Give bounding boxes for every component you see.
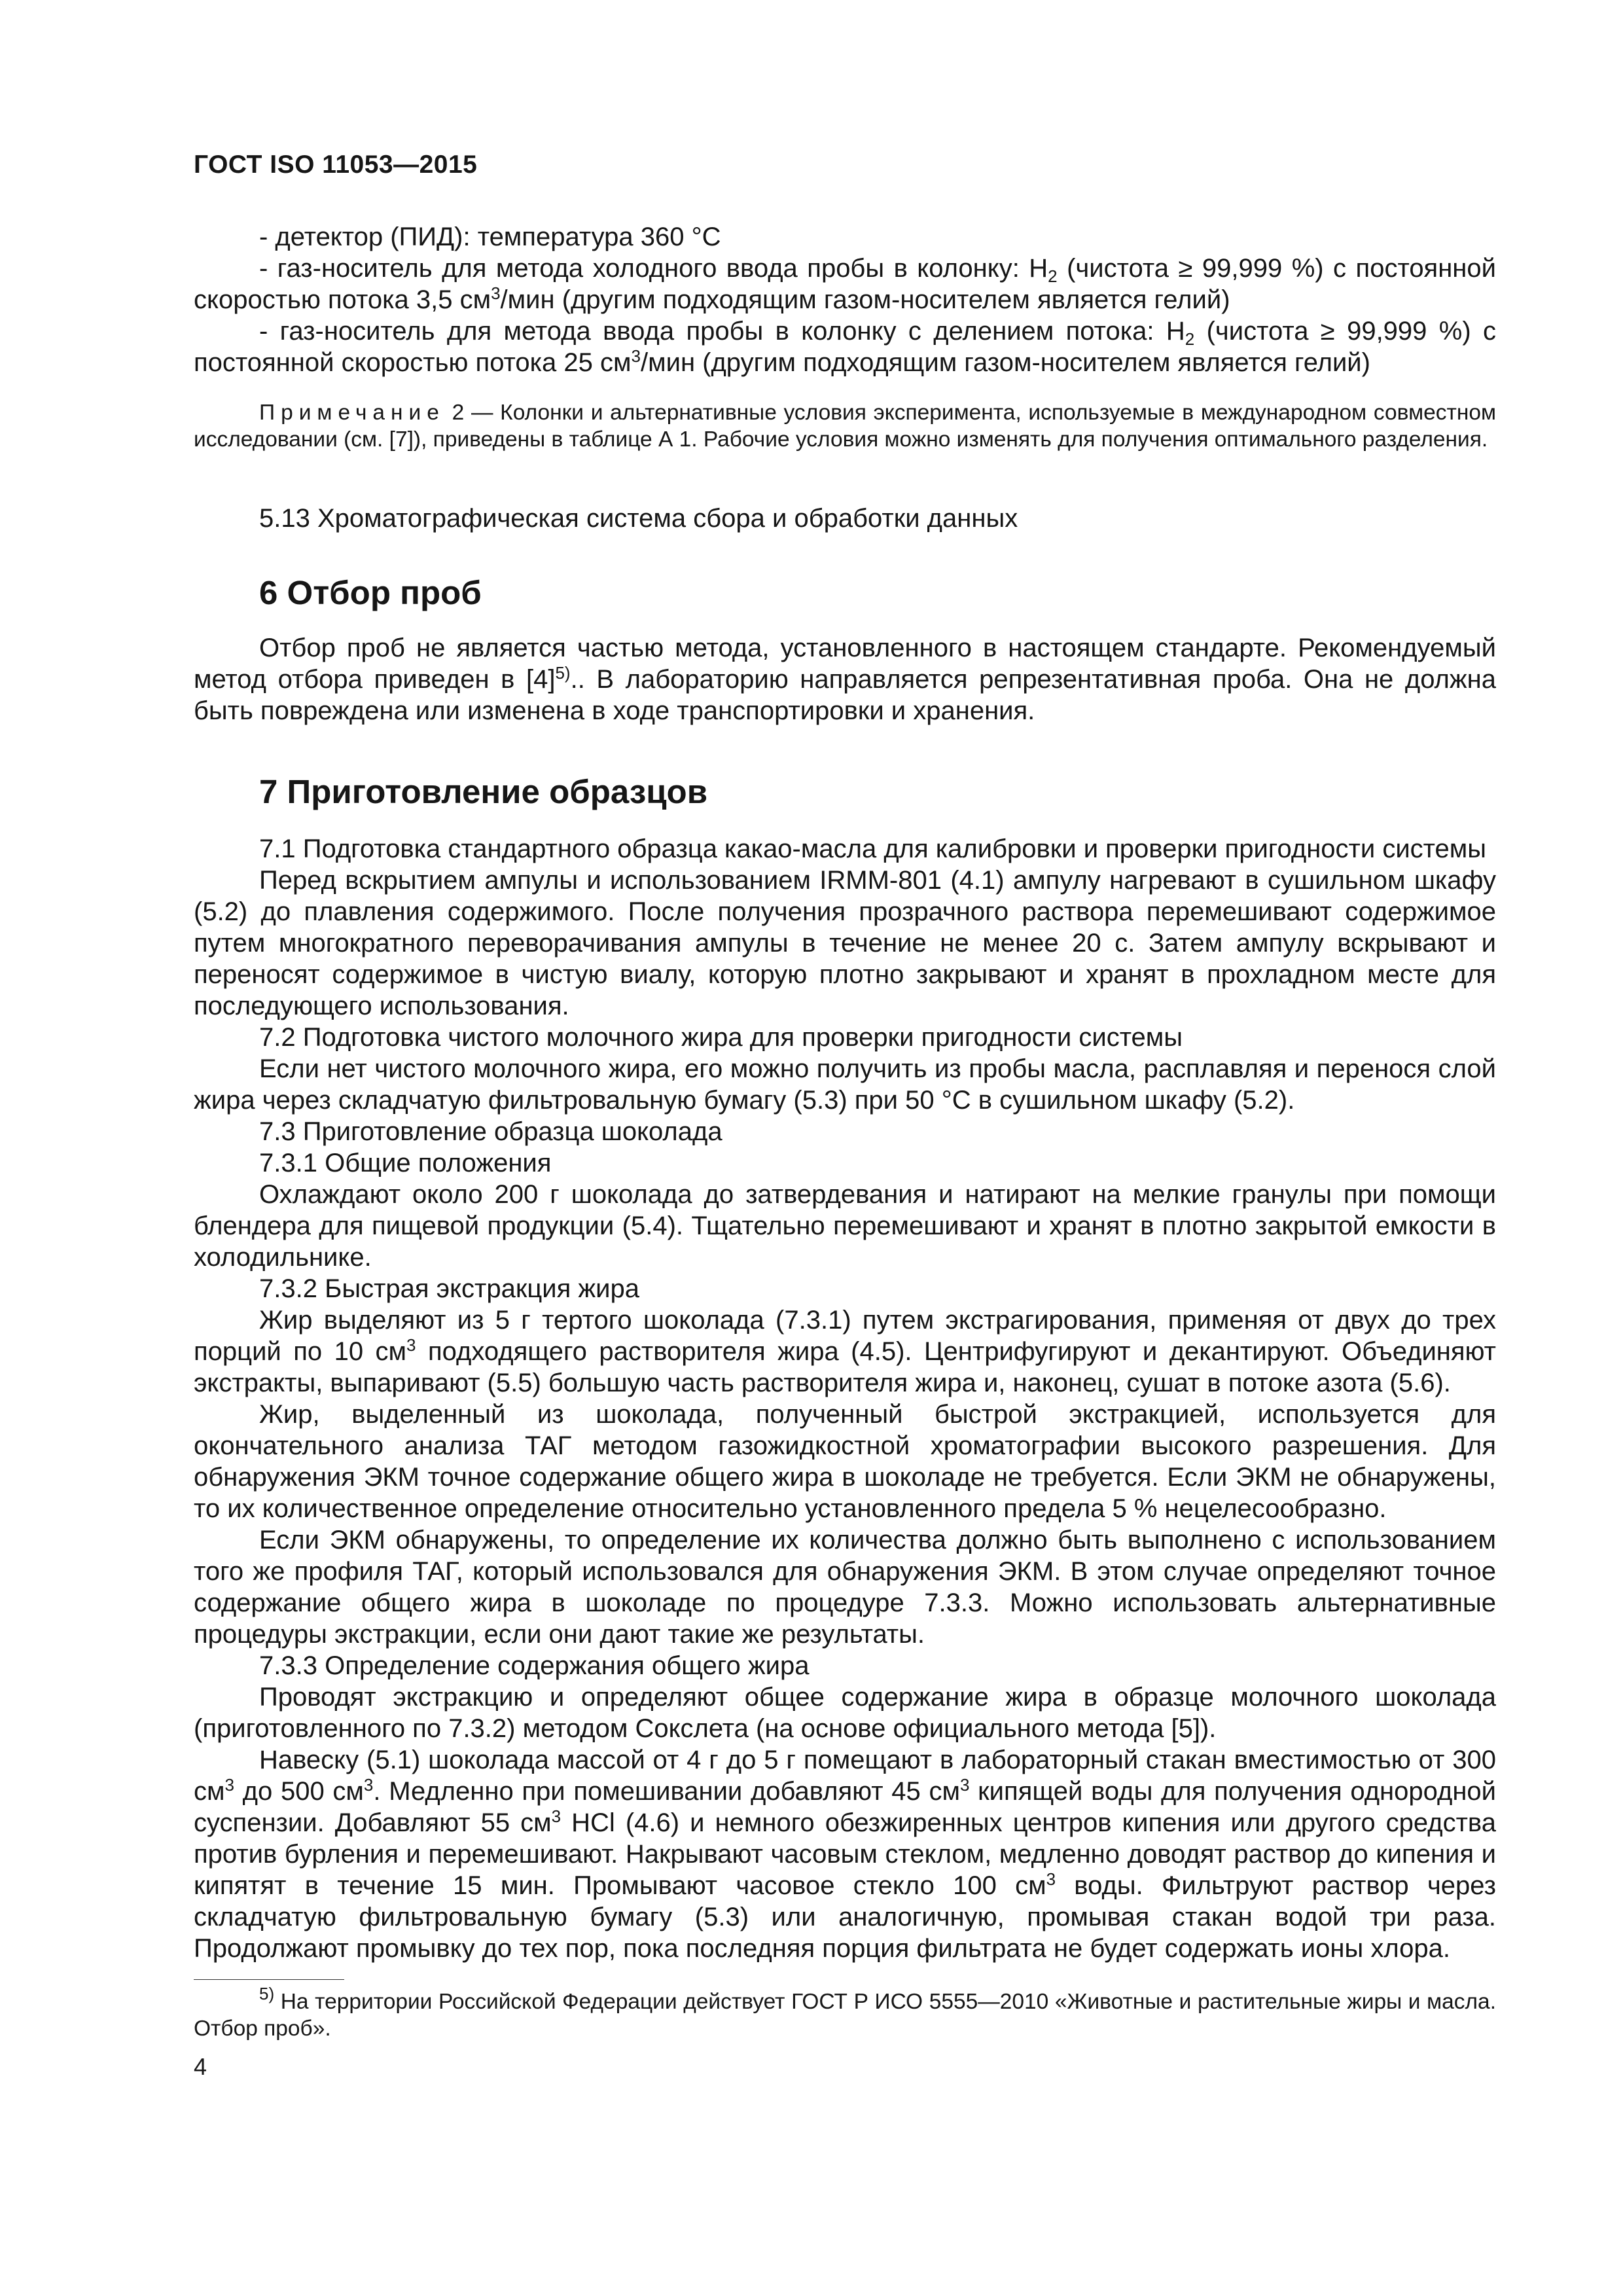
carrier-gas-split-line: - газ-носитель для метода ввода пробы в колонку с делением потока: $H_2$ (чистота ≥ 99,999 %) с постоянной скоростью потока 25 $см^3$/мин (другим подходящим газом-носителем является гелий) <box>194 317 1497 377</box>
clause-7-3-3-text-2: Навеску (5.1) шоколада массой от 4 г до 5 г помещают в лабораторный стакан вместимостью от 300 $см^3$ до 500 $см^3$. Медленно при помешивании добавляют 45 $см^3$ кипящей воды для получения однородной суспензии. Добавляют 55 $см^3$ HCl (4.6) и немного обезжиренных центров кипения или другого средства против бурления и перемешивают. Накрывают часовым стеклом, медленно доводят раствор до кипения и кипятят в течение 15 мин. Промывают часовое стекло 100 $см^3$ воды. Фильтруют раствор через складчатую фильтровальную бумагу (5.3) или аналогичную, промывая стакан водой три раза. Продолжают промывку до тех пор, пока последняя порция фильтрата не будет содержать ионы хлора. <box>194 1746 1497 1963</box>
clause-7-3-2-text-2: Жир, выделенный из шоколада, полученный быстрой экстракцией, используется для окончательного анализа ТАГ методом газожидкостной хроматографии высокого разрешения. Для обнаружения ЭКМ точное содержание общего жира в шоколаде не требуется. Если ЭКМ не обнаружены, то их количественное определение относительно установленного предела 5 % нецелесообразно. <box>194 1400 1496 1523</box>
clause-7-1: 7.1 Подготовка стандартного образца какао-масла для калибровки и проверки пригодности системы <box>259 834 1487 863</box>
footnote <box>194 1984 1496 2042</box>
document-header <box>194 149 477 181</box>
detector-conditions <box>194 221 1496 378</box>
footnote-text: На территории Российской Федерации действует ГОСТ Р ИСО 5555—2010 «Животные и растительные жиры и масла. Отбор проб». <box>194 1990 1496 2041</box>
clause-7-3: 7.3 Приготовление образца шоколада <box>259 1117 722 1146</box>
detector-line: - детектор (ПИД): температура 360 °С <box>259 223 721 251</box>
page-number: 4 <box>194 2053 207 2080</box>
clause-7-3-2-text: Жир выделяют из 5 г тертого шоколада (7.3.1) путем экстрагирования, применяя от двух до трех порций по 10 $см^3$ подходящего растворителя жира (4.5). Центрифугируют и декантируют. Объединяют экстракты, выпаривают (5.5) большую часть растворителя жира и, наконец, сушат в потоке азота (5.6). <box>194 1306 1496 1397</box>
standard-id: ГОСТ ISO 11053—2015 <box>194 151 478 179</box>
footnote-ref: 5) <box>555 663 571 683</box>
note-2 <box>194 399 1496 453</box>
carrier-gas-cold-line: - газ-носитель для метода холодного ввода пробы в колонку: $H_2$ (чистота ≥ 99,999 %) с постоянной скоростью потока 3,5 $см^3$/мин (другим подходящим газом-носителем является гелий) <box>194 254 1496 314</box>
clause-7-2-text: Если нет чистого молочного жира, его можно получить из пробы масла, расплавляя и перенося слой жира через складчатую фильтровальную бумагу (5.3) при 50 °С в сушильном шкафу (5.2). <box>194 1054 1496 1115</box>
clause-7-3-1: 7.3.1 Общие положения <box>259 1149 552 1177</box>
note-text: 2 — Колонки и альтернативные условия эксперимента, используемые в международном совместном исследовании (см. [7]), приведены в таблице А 1. Рабочие условия можно изменять для получения оптимального разделения. <box>194 401 1496 452</box>
item-5-13: 5.13 Хроматографическая система сбора и обработки данных <box>259 504 1018 533</box>
clause-7-3-3-text: Проводят экстракцию и определяют общее содержание жира в образце молочного шоколада (приготовленного по 7.3.2) методом Сокслета (на основе официального метода [5]). <box>194 1683 1496 1743</box>
section-7-text <box>194 833 1496 1964</box>
clause-7-2: 7.2 Подготовка чистого молочного жира для проверки пригодности системы <box>259 1023 1183 1052</box>
footnote-marker: 5) <box>259 1984 275 2003</box>
clause-7-3-2-text-3: Если ЭКМ обнаружены, то определение их количества должно быть выполнено с использованием того же профиля ТАГ, который использовался для обнаружения ЭКМ. В этом случае определяют точное содержание общего жира в шоколаде по процедуре 7.3.3. Можно использовать альтернативные процедуры экстракции, если они дают такие же результаты. <box>194 1526 1496 1649</box>
clause-7-1-text: Перед вскрытием ампулы и использованием IRMM-801 (4.1) ампулу нагревают в сушильном шкафу (5.2) до плавления содержимого. После получения прозрачного раствора перемешивают содержимое путем многократного переворачивания ампулы в течение не менее 20 с. Затем ампулу вскрывают и переносят содержимое в чистую виалу, которую плотно закрывают и хранят в прохладном месте для последующего использования. <box>194 866 1496 1020</box>
section-6-heading: 6 Отбор проб <box>259 574 482 611</box>
clause-7-3-2: 7.3.2 Быстрая экстракция жира <box>259 1274 639 1303</box>
clause-7-3-3: 7.3.3 Определение содержания общего жира <box>259 1651 810 1680</box>
note-label: Примечание <box>259 401 445 425</box>
section-7-heading: 7 Приготовление образцов <box>259 773 708 810</box>
section-6-text: Отбор проб не является частью метода, установленного в настоящем стандарте. Рекомендуемый метод отбора приведен в $[4]^{5)}$.. В лабораторию направляется репрезентативная проба. Она не должна быть повреждена или изменена в ходе транспортировки и хранения. <box>194 634 1496 725</box>
footnote-divider <box>194 1979 344 1980</box>
clause-7-3-1-text: Охлаждают около 200 г шоколада до затвердевания и натирают на мелкие гранулы при помощи блендера для пищевой продукции (5.4). Тщательно перемешивают и хранят в плотно закрытой емкости в холодильнике. <box>194 1180 1496 1272</box>
